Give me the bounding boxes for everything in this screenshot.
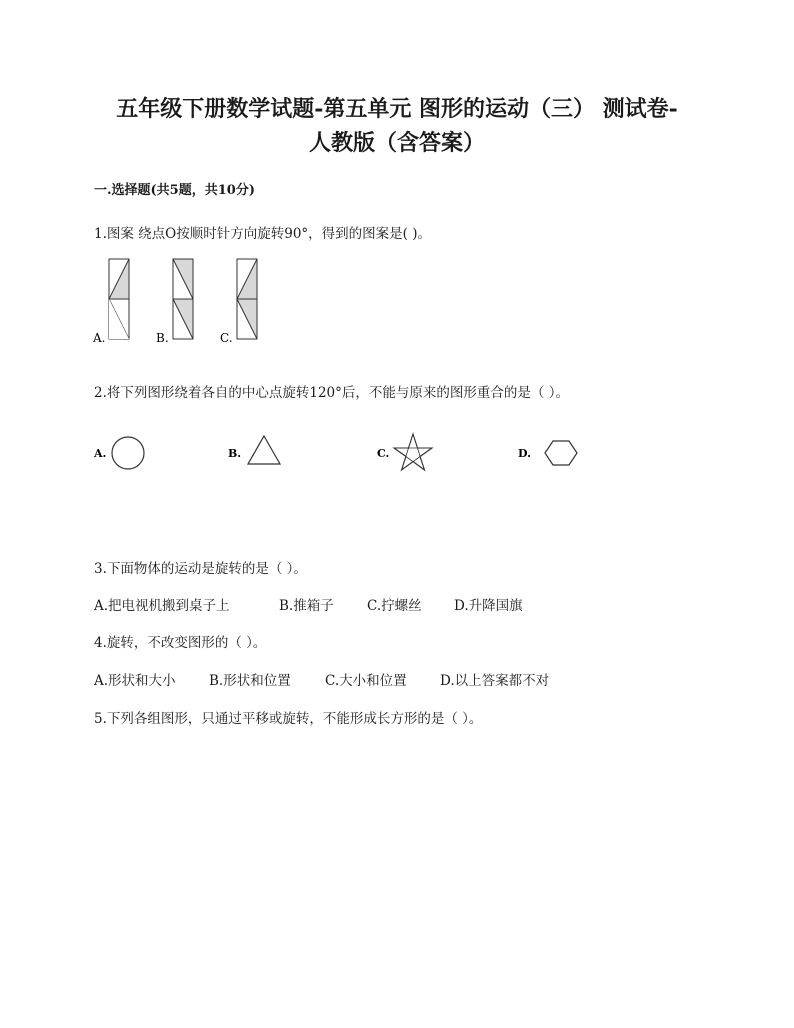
q2-option-b-label: B. bbox=[228, 447, 242, 460]
q2-option-a-label: A. bbox=[94, 447, 107, 460]
q4-option-d[interactable]: D.以上答案都不对 bbox=[440, 673, 550, 689]
question-4-options bbox=[94, 669, 549, 689]
title-line-1: 五年级下册数学试题-第五单元 图形的运动（三） 测试卷- bbox=[116, 96, 678, 122]
q2-option-b[interactable] bbox=[228, 436, 280, 464]
q2-option-a[interactable] bbox=[93, 437, 144, 469]
q1-option-a-label: A. bbox=[93, 331, 106, 345]
q1-option-c[interactable] bbox=[220, 259, 257, 345]
q3-option-a[interactable]: A.把电视机搬到桌子上 bbox=[94, 598, 230, 614]
q2-option-d[interactable] bbox=[518, 441, 577, 465]
hexagon-shape bbox=[545, 441, 577, 465]
q4-option-b[interactable]: B.形状和位置 bbox=[209, 673, 291, 689]
question-2-text: 2.将下列图形绕着各自的中心点旋转120°后，不能与原来的图形重合的是（ ）。 bbox=[94, 385, 569, 401]
q3-option-d[interactable]: D.升降国旗 bbox=[454, 598, 523, 614]
q3-option-c[interactable]: C.拧螺丝 bbox=[367, 598, 422, 614]
title-line-2: 人教版（含答案） bbox=[308, 130, 485, 156]
q1-option-b[interactable] bbox=[156, 259, 193, 345]
question-1-text: 1.图案 绕点O按顺时针方向旋转90°，得到的图案是( )。 bbox=[94, 226, 431, 242]
question-1-options-figure bbox=[90, 255, 290, 347]
question-4-text: 4.旋转，不改变图形的（ ）。 bbox=[94, 635, 267, 651]
q4-option-a[interactable]: A.形状和大小 bbox=[94, 673, 176, 689]
question-3-options bbox=[94, 594, 523, 614]
q1-option-a[interactable] bbox=[92, 259, 129, 345]
q2-option-c-label: C. bbox=[377, 447, 390, 460]
q4-option-c[interactable]: C.大小和位置 bbox=[325, 673, 407, 689]
triangle-shape bbox=[248, 436, 280, 464]
q2-option-d-label: D. bbox=[518, 447, 531, 460]
document-title bbox=[60, 92, 734, 160]
question-5-text: 5.下列各组图形，只通过平移或旋转，不能形成长方形的是（ ）。 bbox=[94, 711, 483, 727]
q2-option-c[interactable] bbox=[377, 434, 432, 470]
q3-option-b[interactable]: B.推箱子 bbox=[279, 598, 334, 614]
question-3-text: 3.下面物体的运动是旋转的是（ ）。 bbox=[94, 561, 307, 577]
question-2-options-figure bbox=[90, 430, 590, 476]
circle-shape bbox=[112, 437, 144, 469]
q1-option-b-label: B. bbox=[156, 331, 169, 345]
section-heading: 一.选择题(共5题，共10分) bbox=[94, 183, 255, 198]
q1-option-c-label: C. bbox=[220, 331, 233, 345]
